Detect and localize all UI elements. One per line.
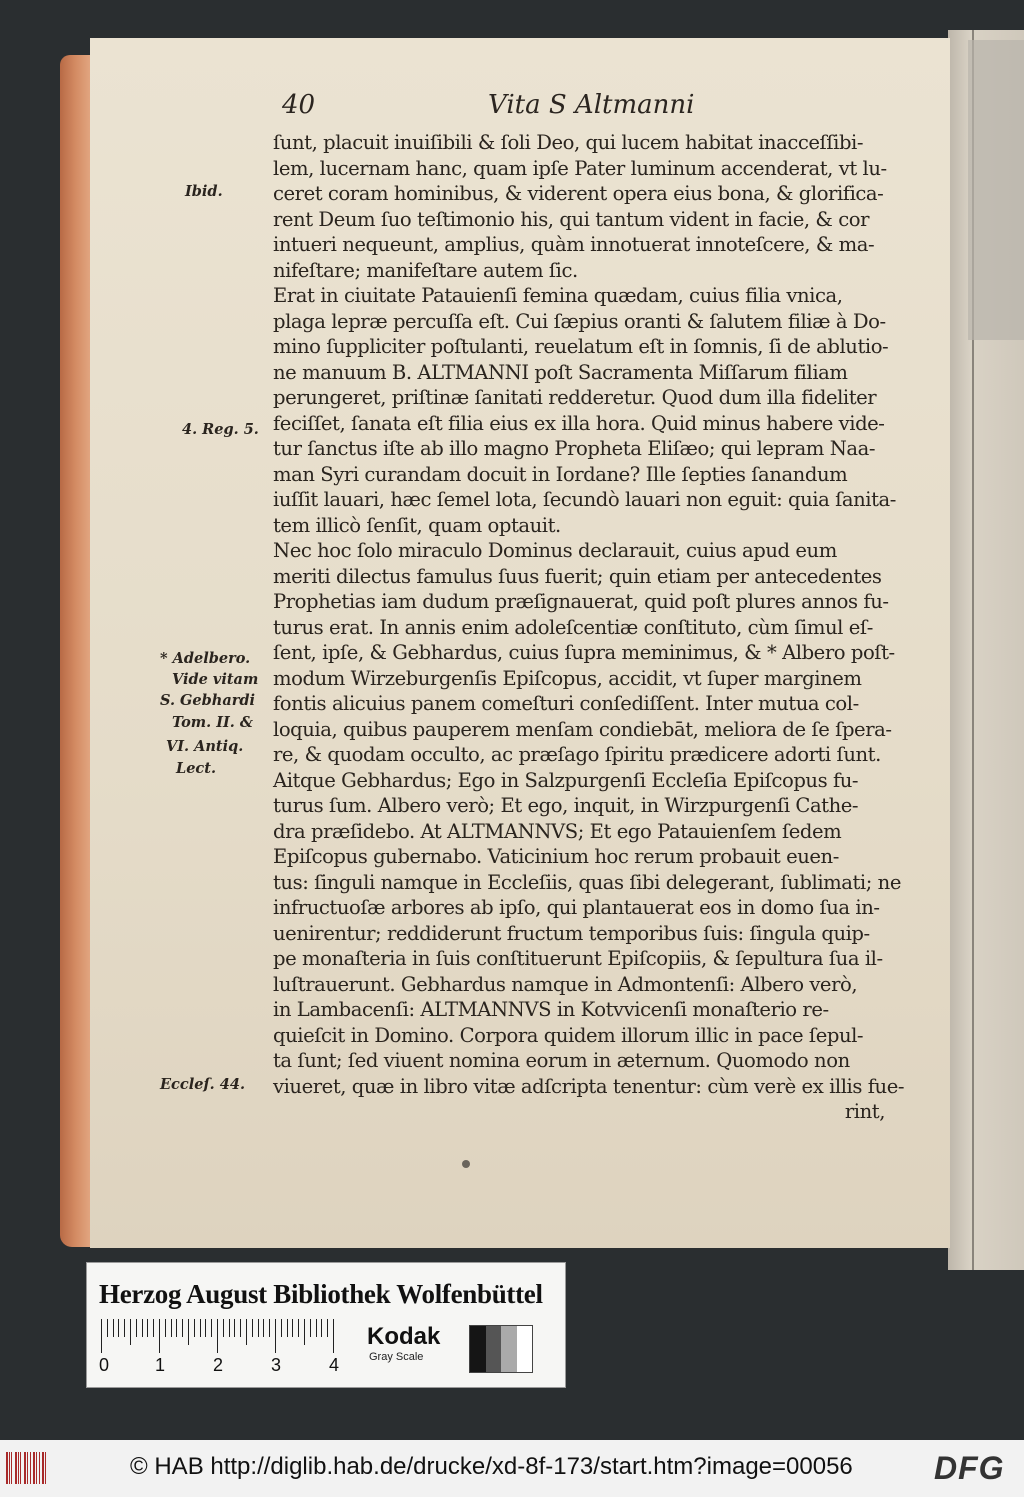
barcode-bar xyxy=(42,1452,44,1484)
running-title: Vita S Altmanni xyxy=(488,90,695,120)
text-line: tus: ſinguli namque in Eccleſiis, quas ſibi delegerant, ſublimati; ne xyxy=(273,870,901,894)
barcode-bar xyxy=(20,1452,21,1484)
ruler-tick xyxy=(223,1319,224,1337)
text-line: re, & quodam occulto, ac præſago ſpiritu prædicere adorti ſunt. xyxy=(273,743,881,766)
text-line: perungeret, priſtinæ ſanitati redderetur. Quod dum illa fideliter xyxy=(273,386,877,409)
text-line: uenirentur; reddiderunt fructum temporibus ſuis: ſingula quip- xyxy=(273,921,870,945)
ruler-tick xyxy=(298,1319,299,1337)
barcode-bar xyxy=(33,1452,35,1484)
margin-note: Ibid. xyxy=(185,183,223,200)
text-line: tur ſanctus iſte ab illo magno Propheta Eliſæo; qui lepram Naa- xyxy=(273,437,876,460)
color-card xyxy=(86,1262,566,1388)
text-line: nifeſtare; manifeſtare autem ſic. xyxy=(273,258,578,282)
text-line: modum Wirzeburgenſis Epiſcopus, accidit, vt ſuper marginem xyxy=(273,666,862,690)
margin-note: 4. Reg. 5. xyxy=(182,421,259,438)
ruler-tick xyxy=(292,1319,293,1337)
ruler-tick xyxy=(205,1319,206,1337)
barcode-bar xyxy=(15,1452,17,1484)
gray-scale-label: Gray Scale xyxy=(369,1351,424,1363)
ruler-tick xyxy=(130,1319,131,1345)
text-line: rent Deum ſuo teſtimonio his, qui tantum vident in facie, & cor xyxy=(273,207,869,231)
barcode-bar xyxy=(36,1452,37,1484)
catchword: rint, xyxy=(844,1100,885,1123)
swatch-dark xyxy=(486,1326,502,1372)
ruler-tick xyxy=(304,1319,305,1345)
kodak-logo: Kodak xyxy=(367,1323,441,1350)
text-line: pe monaſteria in ſuis conſtituerunt Epiſcopiis, & ſepultura ſua il- xyxy=(273,947,883,970)
ruler-tick xyxy=(188,1319,189,1345)
text-line: Nec hoc ſolo miraculo Dominus declarauit, cuius apud eum xyxy=(273,539,837,562)
ruler-tick xyxy=(321,1319,322,1337)
ruler-tick xyxy=(327,1319,328,1337)
text-line: infructuoſæ arbores ab ipſo, qui plantauerat eos in domo ſua in- xyxy=(273,896,880,919)
swatch-black xyxy=(470,1326,486,1372)
text-line: turus ſum. Albero verò; Et ego, inquit, in Wirzpurgenſi Cathe- xyxy=(273,794,859,817)
margin-note: Lect. xyxy=(176,760,216,777)
ruler-tick xyxy=(217,1319,218,1353)
ruler-tick xyxy=(229,1319,230,1337)
gray-swatches xyxy=(469,1325,533,1373)
text-line: mino ſuppliciter poſtulanti, reuelatum eſt in ſomnis, ſi de ablutio- xyxy=(273,335,889,358)
text-line: feciſſet, ſanata eſt filia eius ex illa hora. Quid minus habere vide- xyxy=(273,411,885,435)
barcode-bar xyxy=(30,1452,31,1484)
margin-note: Vide vitam xyxy=(172,671,259,688)
barcode-bar xyxy=(9,1452,10,1484)
barcode-bar xyxy=(6,1452,8,1484)
text-line: iuſſit lauari, hæc ſemel lota, ſecundò lauari non eguit: quia ſanita- xyxy=(273,488,896,511)
text-line: ſent, ipſe, & Gebhardus, cuius ſupra meminimus, & * Albero poſt- xyxy=(273,641,895,664)
ruler-tick xyxy=(281,1319,282,1337)
barcode-bar xyxy=(45,1452,46,1484)
ruler-number: 1 xyxy=(155,1355,166,1375)
text-line: dra præſidebo. At ALTMANNVS; Et ego Patauienſem ſedem xyxy=(273,819,842,843)
ruler-scale xyxy=(101,1319,351,1359)
ruler-tick xyxy=(182,1319,183,1337)
ruler-tick xyxy=(211,1319,212,1337)
text-line: man Syri curandam docuit in Iordane? Ille ſepties ſanandum xyxy=(273,462,848,486)
text-line: Erat in ciuitate Patauienſi femina quædam, cuius filia vnica, xyxy=(273,284,843,307)
text-line: ceret coram hominibus, & viderent opera eius bona, & glorifica- xyxy=(273,182,884,205)
text-line: ſunt, placuit inuiſibili & ſoli Deo, qui lucem habitat inacceſſibi- xyxy=(273,131,864,154)
ink-speck xyxy=(462,1160,470,1168)
margin-note: Tom. II. & xyxy=(172,714,253,731)
ruler-tick xyxy=(118,1319,119,1337)
ruler-tick xyxy=(107,1319,108,1337)
ruler-tick xyxy=(113,1319,114,1337)
margin-note: * Adelbero. xyxy=(160,650,251,667)
ruler-tick xyxy=(246,1319,247,1345)
ruler-tick xyxy=(165,1319,166,1337)
ruler-tick xyxy=(101,1319,102,1353)
ruler-tick xyxy=(263,1319,264,1337)
ruler-tick xyxy=(194,1319,195,1337)
text-line: fontis alicuius panem comeſturi conſediſſent. Inter mutua col- xyxy=(273,692,859,715)
ruler-tick xyxy=(124,1319,125,1337)
ruler-tick xyxy=(333,1319,334,1353)
text-line: ne manuum B. ALTMANNI poſt Sacramenta Miſſarum filiam xyxy=(273,360,848,384)
ruler-tick xyxy=(287,1319,288,1337)
ruler-tick xyxy=(310,1319,311,1337)
ruler-tick xyxy=(316,1319,317,1337)
ruler-number: 2 xyxy=(213,1355,224,1375)
ruler-tick xyxy=(147,1319,148,1337)
text-line: meriti dilectus famulus ſuus fuerit; quin etiam per antecedentes xyxy=(273,564,882,588)
barcode-icon xyxy=(6,1452,48,1484)
ruler-tick xyxy=(176,1319,177,1337)
barcode-bar xyxy=(11,1452,12,1484)
text-line: Prophetias iam dudum præſignauerat, quid poſt plures annos fu- xyxy=(273,590,889,613)
card-title: Herzog August Bibliothek Wolfenbüttel xyxy=(99,1279,543,1309)
text-line: ta ſunt; ſed viuent nomina eorum in æternum. Quomodo non xyxy=(273,1049,850,1072)
text-line: Epiſcopus gubernabo. Vaticinium hoc rerum probauit euen- xyxy=(273,845,839,868)
ruler-tick xyxy=(171,1319,172,1337)
margin-note: Eccleſ. 44. xyxy=(160,1076,246,1093)
text-line: luſtrauerunt. Gebhardus namque in Admontenſi: Albero verò, xyxy=(273,972,858,996)
ruler-tick xyxy=(200,1319,201,1337)
ruler-tick xyxy=(258,1319,259,1337)
ruler-tick xyxy=(159,1319,160,1353)
barcode-bar xyxy=(24,1452,26,1484)
ruler-tick xyxy=(136,1319,137,1337)
copyright-link[interactable]: © HAB http://diglib.hab.de/drucke/xd-8f-173/start.htm?image=00056 xyxy=(130,1453,853,1480)
swatch-white xyxy=(517,1326,533,1372)
text-line: lem, lucernam hanc, quam ipſe Pater luminum accenderat, vt lu- xyxy=(273,156,887,180)
text-line: Aitque Gebhardus; Ego in Salzpurgenſi Eccleſia Epiſcopus fu- xyxy=(273,768,859,792)
ruler-number: 4 xyxy=(329,1355,340,1375)
barcode-bar xyxy=(27,1452,28,1484)
text-line: quieſcit in Domino. Corpora quidem illorum illic in pace ſepul- xyxy=(273,1023,864,1047)
text-line: in Lambacenſi: ALTMANNVS in Kotvvicenſi monaſterio re- xyxy=(273,998,829,1021)
margin-note: S. Gebhardi xyxy=(160,692,256,709)
text-line: intueri nequeunt, amplius, quàm innotuerat innoteſcere, & ma- xyxy=(273,233,875,256)
ruler-tick xyxy=(142,1319,143,1337)
ruler-tick xyxy=(275,1319,276,1353)
footer-bar xyxy=(0,1440,1024,1497)
ruler-tick xyxy=(252,1319,253,1337)
body-text xyxy=(273,130,905,1125)
barcode-bar xyxy=(39,1452,40,1484)
ruler-number: 3 xyxy=(271,1355,282,1375)
dfg-logo: DFG xyxy=(934,1450,1005,1486)
text-line: tem illicò ſenſit, quam optauit. xyxy=(273,513,561,537)
ruler-tick xyxy=(269,1319,270,1337)
ruler-tick xyxy=(153,1319,154,1337)
ruler-tick xyxy=(234,1319,235,1337)
text-line: plaga lepræ percuſſa eſt. Cui ſæpius oranti & ſalutem filiæ à Do- xyxy=(273,309,886,333)
page-folio: 40 xyxy=(282,90,316,120)
ruler-tick xyxy=(240,1319,241,1337)
margin-note: VI. Antiq. xyxy=(166,738,244,755)
barcode-bar xyxy=(18,1452,19,1484)
text-line: viueret, quæ in libro vitæ adſcripta tenentur: cùm verè ex illis fue- xyxy=(273,1074,905,1098)
ruler-number: 0 xyxy=(99,1355,110,1375)
text-line: turus erat. In annis enim adoleſcentiæ conſtituto, cùm ſimul eſ- xyxy=(273,615,873,639)
swatch-mid xyxy=(501,1326,517,1372)
paper-strip xyxy=(968,40,1024,340)
text-line: loquia, quibus pauperem menſam condiebāt, meliora de ſe ſpera- xyxy=(273,717,892,741)
